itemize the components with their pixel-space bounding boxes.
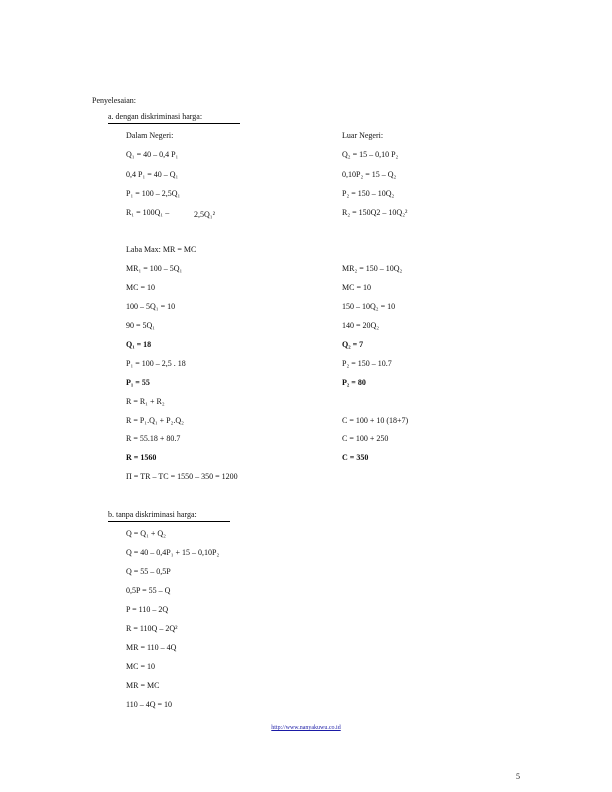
equation-line: MC = 10	[126, 283, 155, 292]
equation-line: 100 – 5Q₁ = 10	[126, 302, 176, 311]
equation-line: 2,5Q₁²	[194, 210, 215, 219]
profit-line: Π = TR – TC = 1550 – 350 = 1200	[126, 472, 238, 481]
equation-line: R = 110Q – 2Q²	[126, 624, 178, 633]
section-a-title: a. dengan diskriminasi harga:	[108, 112, 203, 121]
equation-line: MR₁ = 100 – 5Q₁	[126, 264, 183, 273]
equation-line: 140 = 20Q₂	[342, 321, 380, 330]
equation-line: R₂ = 150Q2 – 10Q₂²	[342, 208, 408, 217]
equation-line: Q₂ = 7	[342, 340, 364, 349]
section-a-underline	[108, 123, 240, 124]
equation-line: 0,10P₂ = 15 – Q₂	[342, 170, 397, 179]
equation-line: 110 – 4Q = 10	[126, 700, 172, 709]
equation-line: MC = 10	[126, 662, 155, 671]
equation-line: R₁ = 100Q₁ –	[126, 208, 170, 217]
equation-line: MC = 10	[342, 283, 371, 292]
section-b-underline	[108, 521, 230, 522]
equation-line: P₂ = 150 – 10Q₂	[342, 189, 395, 198]
equation-line: Q₂ = 15 – 0,10 P₂	[342, 150, 399, 159]
equation-line: R = 55.18 + 80.7	[126, 434, 181, 443]
equation-line: C = 100 + 250	[342, 434, 389, 443]
equation-line: R = 1560	[126, 453, 157, 462]
equation-line: 0,5P = 55 – Q	[126, 586, 171, 595]
column-title-foreign: Luar Negeri:	[342, 131, 384, 140]
equation-line: Q = 40 – 0,4P₁ + 15 – 0,10P₂	[126, 548, 220, 557]
equation-line: P₁ = 100 – 2,5 . 18	[126, 359, 186, 368]
equation-line: R = R₁ + R₂	[126, 397, 165, 406]
equation-line: 90 = 5Q₁	[126, 321, 156, 330]
equation-line: 150 – 10Q₂ = 10	[342, 302, 396, 311]
equation-line: C = 350	[342, 453, 369, 462]
equation-line: MR = MC	[126, 681, 160, 690]
equation-line: MR = 110 – 4Q	[126, 643, 177, 652]
equation-line: Q = Q₁ + Q₂	[126, 529, 166, 538]
equation-line: Q₁ = 18	[126, 340, 152, 349]
equation-line: P₁ = 55	[126, 378, 150, 387]
equation-line: MR₂ = 150 – 10Q₂	[342, 264, 403, 273]
footer-link[interactable]: http://www.nanyakuwu.co.id	[271, 725, 341, 731]
equation-line: Q = 55 – 0,5P	[126, 567, 171, 576]
equation-line: P₂ = 150 – 10.7	[342, 359, 392, 368]
column-title-domestic: Dalam Negeri:	[126, 131, 174, 140]
heading: Penyelesaian:	[92, 96, 136, 105]
equation-line: C = 100 + 10 (18+7)	[342, 416, 409, 425]
equation-line: P₁ = 100 – 2,5Q₁	[126, 189, 181, 198]
laba-max-label: Laba Max: MR = MC	[126, 245, 197, 254]
equation-line: P₂ = 80	[342, 378, 366, 387]
equation-line: P = 110 – 2Q	[126, 605, 169, 614]
section-b-title: b. tanpa diskriminasi harga:	[108, 510, 197, 519]
equation-line: R = P₁.Q₁ + P₂.Q₂	[126, 416, 184, 425]
equation-line: 0,4 P₁ = 40 – Q₁	[126, 170, 179, 179]
equation-line: Q₁ = 40 – 0,4 P₁	[126, 150, 179, 159]
page-number: 5	[516, 772, 520, 781]
